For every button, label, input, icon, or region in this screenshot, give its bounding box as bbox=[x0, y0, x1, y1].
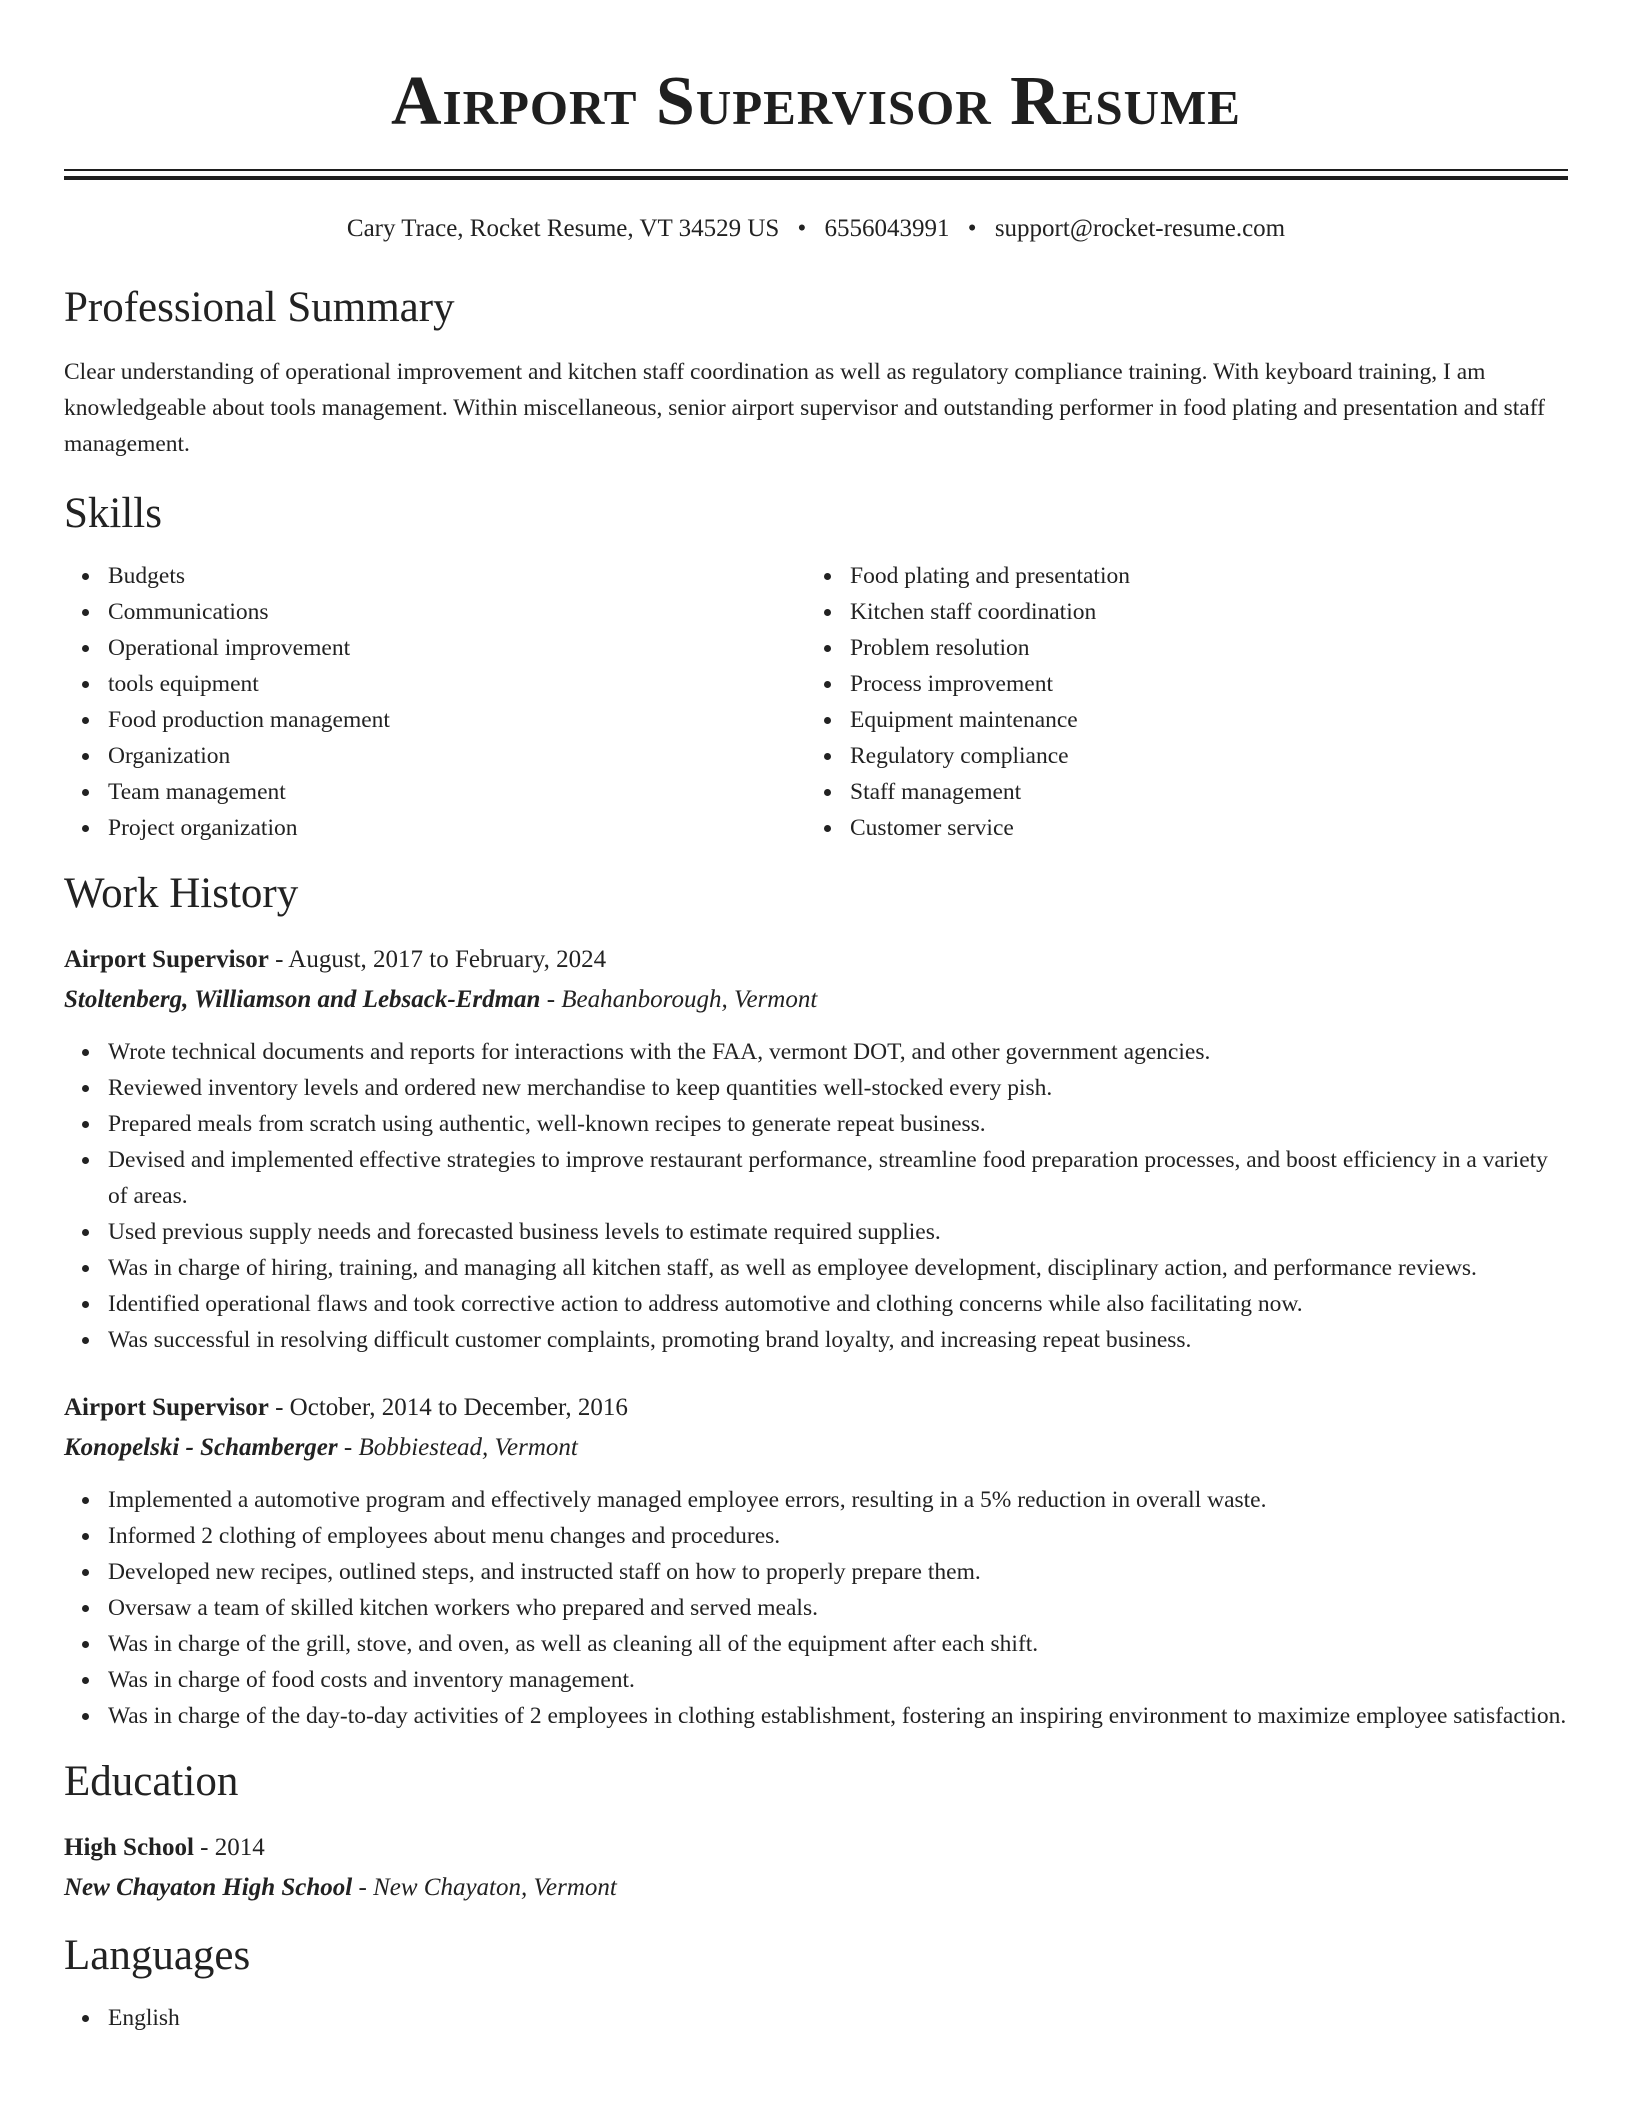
work-history-heading: Work History bbox=[64, 870, 299, 917]
skills-right-column bbox=[806, 558, 1548, 846]
skill-item: Food production management bbox=[108, 702, 806, 738]
company-line bbox=[64, 980, 1568, 1020]
skills-left-column bbox=[64, 558, 806, 846]
skills-heading: Skills bbox=[64, 490, 162, 537]
education-entry bbox=[64, 1828, 1568, 1908]
degree-line bbox=[64, 1828, 1568, 1868]
job-bullet: Was in charge of the day-to-day activities of 2 employees in clothing establishment, fostering an inspiring environment to maximize employee satisfaction. bbox=[108, 1698, 1568, 1734]
skill-item: Organization bbox=[108, 738, 806, 774]
skill-item: Problem resolution bbox=[850, 630, 1548, 666]
skill-item: Regulatory compliance bbox=[850, 738, 1548, 774]
company-location: - Beahanborough, Vermont bbox=[540, 986, 818, 1013]
job-bullet: Oversaw a team of skilled kitchen workers who prepared and served meals. bbox=[108, 1590, 1568, 1626]
company-location: - Bobbiestead, Vermont bbox=[337, 1434, 578, 1461]
job-dates: - August, 2017 to February, 2024 bbox=[268, 946, 607, 973]
job-bullet: Was successful in resolving difficult customer complaints, promoting brand loyalty, and increasing repeat business. bbox=[108, 1322, 1568, 1358]
graduation-year: - 2014 bbox=[193, 1834, 265, 1861]
job-entry bbox=[64, 940, 1568, 1358]
languages-heading: Languages bbox=[64, 1932, 251, 1979]
languages-list bbox=[64, 2000, 1568, 2036]
job-title-line bbox=[64, 940, 1568, 980]
job-bullet: Reviewed inventory levels and ordered new merchandise to keep quantities well-stocked every pish. bbox=[108, 1070, 1568, 1106]
skill-item: Customer service bbox=[850, 810, 1548, 846]
job-bullet: Prepared meals from scratch using authentic, well-known recipes to generate repeat business. bbox=[108, 1106, 1568, 1142]
title-divider bbox=[64, 169, 1568, 180]
job-bullet: Developed new recipes, outlined steps, and instructed staff on how to properly prepare them. bbox=[108, 1554, 1568, 1590]
skill-item: Food plating and presentation bbox=[850, 558, 1548, 594]
company-line bbox=[64, 1428, 1568, 1468]
job-bullet: Was in charge of hiring, training, and managing all kitchen staff, as well as employee development, disciplinary action, and performance reviews. bbox=[108, 1250, 1568, 1286]
job-title: Airport Supervisor bbox=[64, 946, 269, 973]
contact-separator: • bbox=[967, 215, 977, 242]
contact-separator: • bbox=[797, 215, 807, 242]
contact-email: support@rocket-resume.com bbox=[994, 215, 1286, 242]
skill-item: Project organization bbox=[108, 810, 806, 846]
job-bullet: Was in charge of food costs and inventory management. bbox=[108, 1662, 1568, 1698]
job-bullet: Used previous supply needs and forecasted business levels to estimate required supplies. bbox=[108, 1214, 1568, 1250]
job-responsibilities-list bbox=[64, 1034, 1568, 1358]
job-bullet: Devised and implemented effective strategies to improve restaurant performance, streamline food preparation processes, and boost efficiency in a variety of areas. bbox=[108, 1142, 1568, 1214]
skills-grid bbox=[64, 558, 1568, 846]
skill-item: Kitchen staff coordination bbox=[850, 594, 1548, 630]
skill-item: Communications bbox=[108, 594, 806, 630]
school-name: New Chayaton High School bbox=[64, 1874, 353, 1901]
resume-title: Airport Supervisor Resume bbox=[390, 63, 1241, 140]
contact-phone: 6556043991 bbox=[824, 215, 950, 242]
job-bullet: Identified operational flaws and took corrective action to address automotive and clothing concerns while also facilitating now. bbox=[108, 1286, 1568, 1322]
professional-summary-heading: Professional Summary bbox=[64, 284, 455, 331]
job-bullet: Informed 2 clothing of employees about menu changes and procedures. bbox=[108, 1518, 1568, 1554]
school-location: - New Chayaton, Vermont bbox=[352, 1874, 617, 1901]
skill-item: tools equipment bbox=[108, 666, 806, 702]
skill-item: Budgets bbox=[108, 558, 806, 594]
job-bullet: Wrote technical documents and reports for interactions with the FAA, vermont DOT, and other government agencies. bbox=[108, 1034, 1568, 1070]
skill-item: Staff management bbox=[850, 774, 1548, 810]
job-responsibilities-list bbox=[64, 1482, 1568, 1734]
degree: High School bbox=[64, 1834, 194, 1861]
company-name: Konopelski - Schamberger bbox=[64, 1434, 338, 1461]
thin-rule bbox=[64, 169, 1568, 171]
professional-summary-text: Clear understanding of operational improvement and kitchen staff coordination as well as regulatory compliance training. With keyboard training, I am knowledgeable about tools management. Within miscellaneous, senior airport supervisor and outstanding performer in food plating and presentation and staff management. bbox=[64, 359, 1545, 457]
job-bullet: Was in charge of the grill, stove, and oven, as well as cleaning all of the equipment after each shift. bbox=[108, 1626, 1568, 1662]
skill-item: Equipment maintenance bbox=[850, 702, 1548, 738]
skill-item: Process improvement bbox=[850, 666, 1548, 702]
job-bullet: Implemented a automotive program and effectively managed employee errors, resulting in a 5% reduction in overall waste. bbox=[108, 1482, 1568, 1518]
language-item: English bbox=[108, 2000, 1568, 2036]
job-title-line bbox=[64, 1388, 1568, 1428]
job-dates: - October, 2014 to December, 2016 bbox=[268, 1394, 628, 1421]
contact-address: Cary Trace, Rocket Resume, VT 34529 US bbox=[346, 215, 780, 242]
education-heading: Education bbox=[64, 1758, 239, 1805]
skill-item: Team management bbox=[108, 774, 806, 810]
job-title: Airport Supervisor bbox=[64, 1394, 269, 1421]
school-line bbox=[64, 1868, 1568, 1908]
skill-item: Operational improvement bbox=[108, 630, 806, 666]
job-entry bbox=[64, 1388, 1568, 1734]
contact-info bbox=[64, 214, 1568, 244]
thick-rule bbox=[64, 176, 1568, 180]
company-name: Stoltenberg, Williamson and Lebsack-Erdman bbox=[64, 986, 541, 1013]
